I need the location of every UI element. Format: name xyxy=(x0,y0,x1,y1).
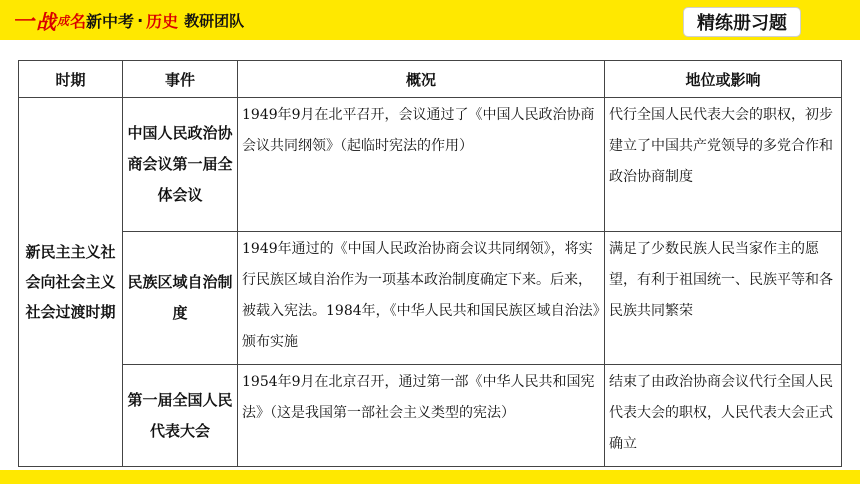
description-cell: 1949年通过的《中国人民政治协商会议共同纲领》，将实行民族区域自治作为一项基本政治制度确定下来。后来，被载入宪法。1984年，《中华人民共和国民族区域自治法》颁布实施 xyxy=(238,232,605,365)
column-header-significance: 地位或影响 xyxy=(605,61,842,98)
event-cell: 民族区域自治制度 xyxy=(123,232,238,365)
event-cell: 第一届全国人民代表大会 xyxy=(123,365,238,467)
exercise-badge: 精练册习题 xyxy=(683,7,801,37)
brand-subject: 历史 xyxy=(146,11,179,31)
description-cell: 1954年9月在北京召开，通过第一部《中华人民共和国宪法》（这是我国第一部社会主义类型的宪法） xyxy=(238,365,605,467)
significance-cell: 满足了少数民族人民当家作主的愿望，有利于祖国统一、民族平等和各民族共同繁荣 xyxy=(605,232,842,365)
brand-xinzhongkao: 新中考 xyxy=(86,11,135,31)
period-cell: 新民主主义社会向社会主义社会过渡时期 xyxy=(19,98,123,467)
brand-dot: · xyxy=(137,10,144,30)
brand-char-cheng: 成 xyxy=(57,13,70,28)
brand-char-yi: 一 xyxy=(12,9,35,35)
column-header-period: 时期 xyxy=(19,61,123,98)
significance-cell: 结束了由政治协商会议代行全国人民代表大会的职权，人民代表大会正式确立 xyxy=(605,365,842,467)
table-header-row xyxy=(19,61,842,98)
brand-char-zhan: 战 xyxy=(36,9,57,34)
column-header-event: 事件 xyxy=(123,61,238,98)
table-row xyxy=(19,365,842,467)
significance-cell: 代行全国人民代表大会的职权，初步建立了中国共产党领导的多党合作和政治协商制度 xyxy=(605,98,842,232)
footer-bar xyxy=(0,470,860,484)
table-row xyxy=(19,232,842,365)
table-row xyxy=(19,98,842,232)
brand-char-ming: 名 xyxy=(70,11,87,31)
header-bar xyxy=(0,0,860,40)
brand-team: 教研团队 xyxy=(184,11,245,30)
description-cell: 1949年9月在北平召开，会议通过了《中国人民政治协商会议共同纲领》（起临时宪法的作用） xyxy=(238,98,605,232)
brand-logo xyxy=(12,8,245,35)
history-table xyxy=(18,60,842,467)
column-header-overview: 概况 xyxy=(238,61,605,98)
event-cell: 中国人民政治协商会议第一届全体会议 xyxy=(123,98,238,232)
